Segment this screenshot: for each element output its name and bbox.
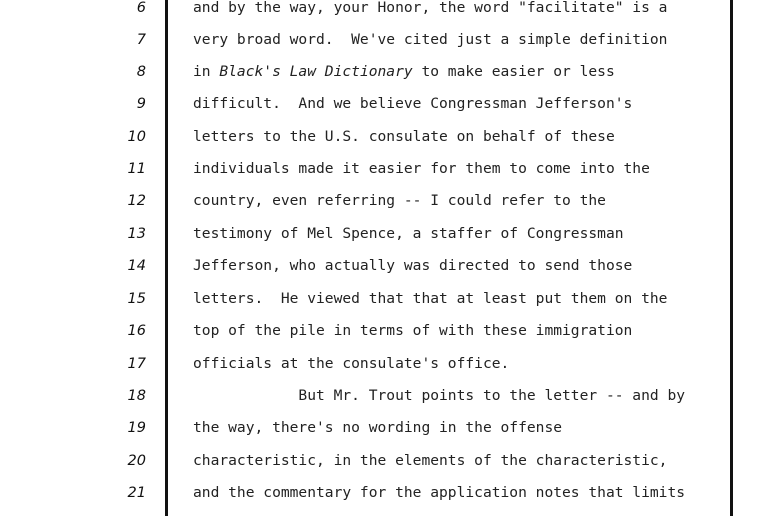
line-text: But Mr. Trout points to the letter -- and by xyxy=(193,387,686,404)
line-text: individuals made it easier for them to come into the xyxy=(193,160,650,177)
transcript-line xyxy=(0,485,780,517)
transcript-line xyxy=(0,0,780,32)
line-text xyxy=(193,64,615,80)
dictionary-title: Black's Law Dictionary xyxy=(219,63,413,80)
line-number: 8 xyxy=(136,64,146,80)
transcript-line xyxy=(0,32,780,64)
line-text: letters to the U.S. consulate on behalf of these xyxy=(193,128,615,145)
transcript-line xyxy=(0,453,780,485)
line-text-before: in xyxy=(193,63,220,80)
transcript-line xyxy=(0,323,780,355)
transcript-line xyxy=(0,420,780,452)
line-text: officials at the consulate's office. xyxy=(193,355,510,372)
transcript-line xyxy=(0,193,780,225)
line-number: 17 xyxy=(127,356,146,372)
transcript-line xyxy=(0,388,780,420)
line-number: 11 xyxy=(127,161,146,177)
line-number: 16 xyxy=(127,323,146,339)
line-number: 13 xyxy=(127,226,146,242)
line-text: very broad word. We've cited just a simple definition xyxy=(193,31,668,48)
line-text: letters. He viewed that that at least put them on the xyxy=(193,290,668,307)
line-text: and by the way, your Honor, the word "facilitate" is a xyxy=(193,0,668,16)
line-number: 7 xyxy=(136,32,146,48)
line-number: 10 xyxy=(127,129,146,145)
line-number: 15 xyxy=(127,291,146,307)
transcript-line xyxy=(0,129,780,161)
line-text: difficult. And we believe Congressman Jefferson's xyxy=(193,95,633,112)
line-number: 20 xyxy=(127,453,146,469)
line-number: 9 xyxy=(136,96,146,112)
transcript-line xyxy=(0,291,780,323)
line-number: 18 xyxy=(127,388,146,404)
line-number: 21 xyxy=(127,485,146,501)
line-text-after: to make easier or less xyxy=(412,63,615,80)
transcript-line xyxy=(0,96,780,128)
line-text: and the commentary for the application notes that limits xyxy=(193,484,686,501)
line-number: 6 xyxy=(136,0,146,16)
transcript-line xyxy=(0,161,780,193)
line-text: the way, there's no wording in the offense xyxy=(193,419,563,436)
line-text: top of the pile in terms of with these immigration xyxy=(193,322,633,339)
line-text: Jefferson, who actually was directed to send those xyxy=(193,257,633,274)
line-text: characteristic, in the elements of the characteristic, xyxy=(193,452,668,469)
transcript-line xyxy=(0,226,780,258)
line-number: 12 xyxy=(127,193,146,209)
line-text: country, even referring -- I could refer to the xyxy=(193,192,606,209)
line-text: testimony of Mel Spence, a staffer of Congressman xyxy=(193,225,624,242)
transcript-line xyxy=(0,64,780,96)
transcript-line xyxy=(0,258,780,290)
transcript-line xyxy=(0,356,780,388)
line-number: 14 xyxy=(127,258,146,274)
line-number: 19 xyxy=(127,420,146,436)
